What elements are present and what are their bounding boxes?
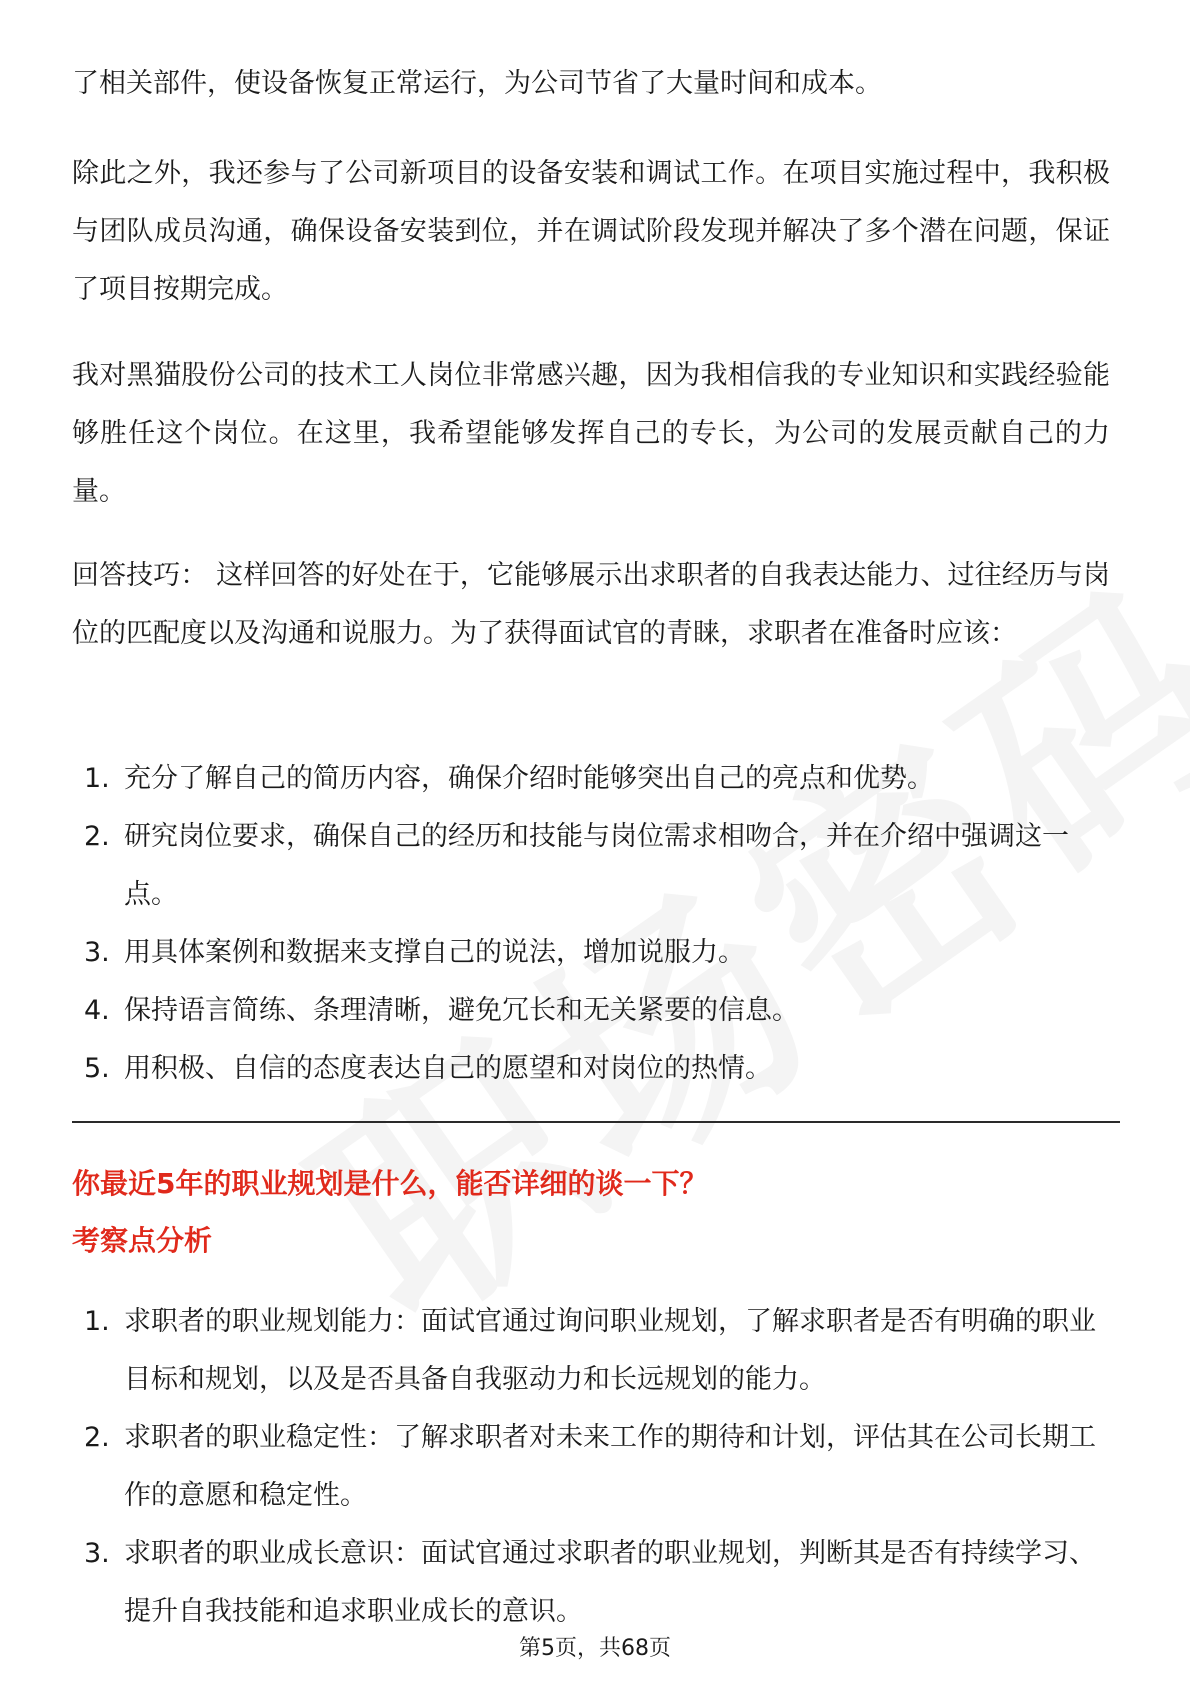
list-item [72,1409,1110,1525]
paragraph-1: 了相关部件，使设备恢复正常运行，为公司节省了大量时间和成本。 [72,68,882,99]
list-item [72,924,1110,982]
list-number: 4. [84,995,110,1026]
section-divider [72,1121,1120,1123]
question-heading: 你最近5年的职业规划是什么，能否详细的谈一下？ [72,1167,708,1200]
list-number: 3. [84,1538,110,1569]
list-item [72,1525,1110,1641]
list-item [72,1040,1110,1098]
list-item-text: 求职者的职业规划能力：面试官通过询问职业规划，了解求职者是否有明确的职业目标和规划，以及是否具备自我驱动力和长远规划的能力。 [124,1306,1096,1395]
paragraph-3: 我对黑猫股份公司的技术工人岗位非常感兴趣，因为我相信我的专业知识和实践经验能够胜任这个岗位。在这里，我希望能够发挥自己的专长，为公司的发展贡献自己的力量。 [72,360,1110,507]
list-item-text: 用具体案例和数据来支撑自己的说法，增加说服力。 [124,937,745,968]
list-item [72,1293,1110,1409]
list-item [72,750,1110,808]
list-item-text: 研究岗位要求，确保自己的经历和技能与岗位需求相吻合，并在介绍中强调这一点。 [124,821,1069,910]
list-number: 5. [84,1053,110,1084]
list-number: 2. [84,1422,110,1453]
list-number: 1. [84,763,110,794]
answer-tips-paragraph: 回答技巧： 这样回答的好处在于，它能够展示出求职者的自我表达能力、过往经历与岗位的匹配度以及沟通和说服力。为了获得面试官的青睐，求职者在准备时应该： [72,560,1110,649]
list-item-text: 求职者的职业成长意识：面试官通过求职者的职业规划，判断其是否有持续学习、提升自我技能和追求职业成长的意识。 [124,1538,1096,1627]
list-item-text: 求职者的职业稳定性：了解求职者对未来工作的期待和计划，评估其在公司长期工作的意愿和稳定性。 [124,1422,1096,1511]
list-item [72,982,1110,1040]
list-item [72,808,1110,924]
list-number: 3. [84,937,110,968]
list-item-text: 用积极、自信的态度表达自己的愿望和对岗位的热情。 [124,1053,772,1084]
analysis-list [72,1293,1110,1641]
page-number: 第5页，共68页 [519,1636,671,1661]
analysis-heading: 考察点分析 [72,1224,213,1257]
list-number: 1. [84,1306,110,1337]
list-item-text: 保持语言简练、条理清晰，避免冗长和无关紧要的信息。 [124,995,799,1026]
tips-list [72,750,1110,1098]
list-item-text: 充分了解自己的简历内容，确保介绍时能够突出自己的亮点和优势。 [124,763,934,794]
list-number: 2. [84,821,110,852]
paragraph-2: 除此之外，我还参与了公司新项目的设备安装和调试工作。在项目实施过程中，我积极与团队成员沟通，确保设备安装到位，并在调试阶段发现并解决了多个潜在问题，保证了项目按期完成。 [72,158,1110,305]
